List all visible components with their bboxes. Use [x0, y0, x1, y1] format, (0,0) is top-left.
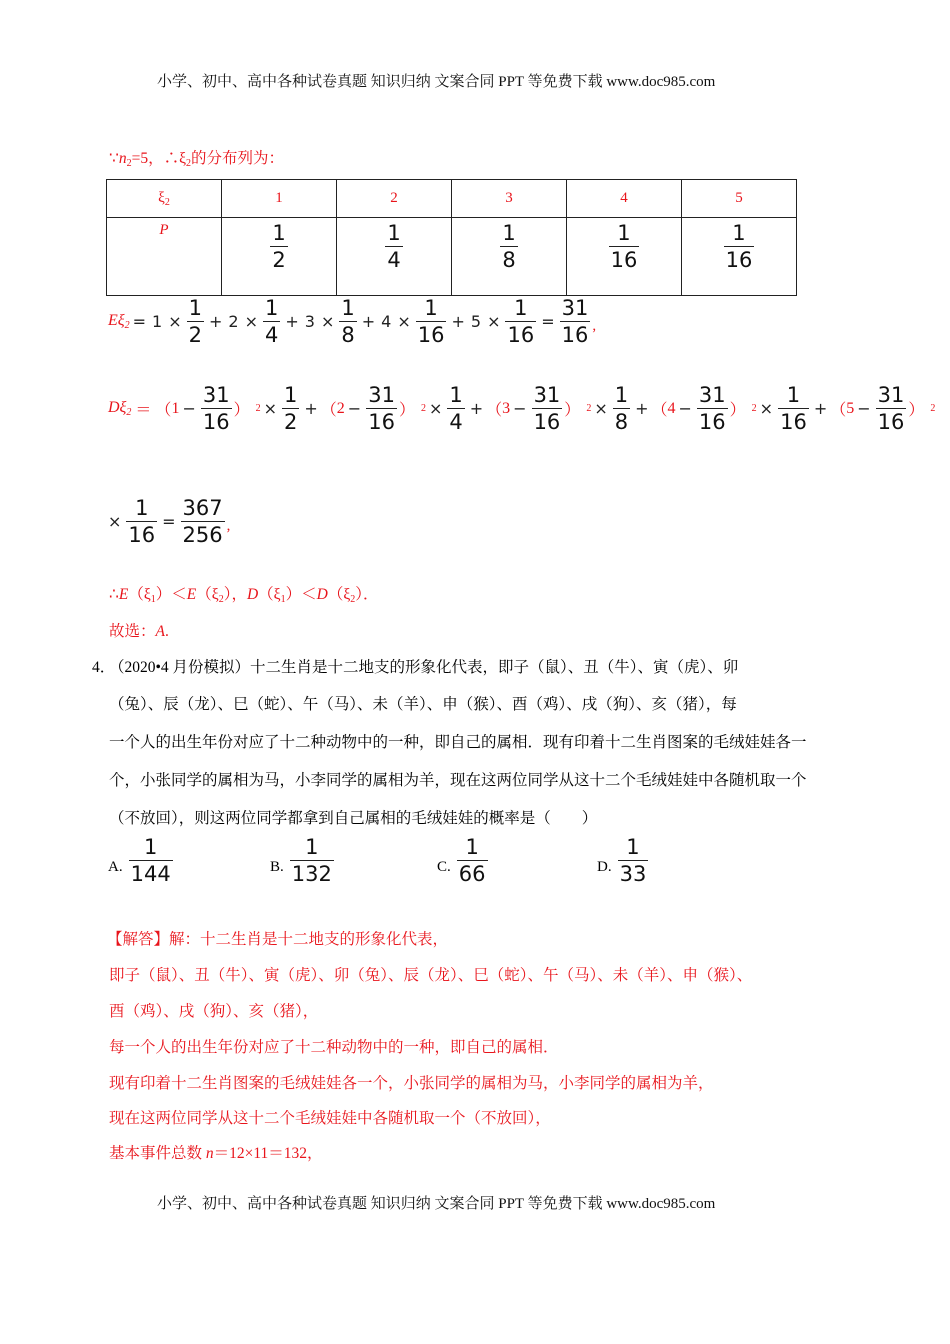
numerator: 1: [272, 221, 286, 245]
numerator: 1: [449, 383, 463, 407]
paren-xi: （ξ: [196, 586, 219, 603]
times-sign: ×: [168, 312, 182, 332]
numerator: 31: [533, 383, 561, 407]
fraction: [505, 297, 536, 346]
right-paren: ）: [398, 402, 415, 420]
choice-b[interactable]: [270, 836, 336, 885]
left-paren: （: [486, 402, 503, 420]
answer-suffix: .: [164, 623, 169, 640]
numerator: 1: [465, 835, 479, 859]
denominator: 2: [272, 248, 286, 273]
table-cell: [337, 218, 452, 296]
x-value: 4: [667, 399, 676, 417]
numerator: 1: [387, 221, 401, 245]
denominator: 16: [561, 323, 589, 348]
equals-sign: =: [132, 312, 147, 332]
because-symbol: ∵: [109, 150, 119, 167]
table-header-xi: [107, 180, 222, 218]
times-sign: ×: [397, 312, 411, 332]
xi-subscript: 2: [186, 158, 192, 169]
fraction: [500, 222, 517, 271]
solution-line-6: 现在这两位同学从这十二个毛绒娃娃中各随机取一个（不放回），: [109, 1110, 551, 1127]
sub-2: 2: [218, 594, 224, 605]
table-row-probabilities: [107, 218, 797, 296]
e-symbol: E: [118, 586, 129, 603]
numerator: 1: [424, 296, 438, 320]
solution-line-1: [107, 927, 448, 949]
choice-d[interactable]: [597, 836, 650, 885]
sub-1: 1: [150, 594, 156, 605]
question-line-2: （兔）、辰（龙）、巳（蛇）、午（马）、未（羊）、申（猴）、酉（鸡）、戌（狗）、亥（猪），每: [109, 696, 737, 713]
times-sign: ×: [487, 312, 501, 332]
denominator: 16: [725, 248, 753, 273]
numerator: 1: [305, 835, 319, 859]
denominator: 4: [387, 248, 401, 273]
denominator: 8: [614, 410, 629, 435]
expectation-label: [108, 312, 130, 331]
d-xi-sub: 2: [126, 407, 132, 419]
fraction: [416, 297, 447, 346]
plus-sign: +: [813, 399, 828, 419]
numerator: 1: [614, 383, 629, 407]
choice-label: D.: [597, 859, 612, 876]
left-paren: （: [830, 402, 847, 420]
denominator: 144: [130, 862, 171, 887]
x-value: 2: [336, 399, 345, 417]
n-variable: n: [118, 150, 127, 167]
solution-prefix: 基本事件总数: [109, 1145, 206, 1162]
numerator: 1: [502, 221, 516, 245]
denominator: 16: [610, 248, 638, 273]
n-variable: n: [205, 1145, 214, 1162]
fraction: [618, 836, 649, 885]
fraction: [263, 297, 280, 346]
left-paren: （: [320, 402, 337, 420]
choice-label: C.: [437, 859, 451, 876]
plus-sign: +: [361, 312, 376, 332]
answer-prefix: 故选：: [109, 623, 156, 640]
numerator: 1: [341, 296, 355, 320]
expectation-equation: [108, 297, 596, 346]
xi-label: ξ: [158, 189, 165, 206]
minus-sign: −: [182, 399, 196, 419]
choice-label: B.: [270, 859, 284, 876]
d-xi: Dξ: [108, 399, 127, 417]
denominator: 2: [188, 323, 202, 348]
comma: ,: [226, 518, 231, 535]
times-sign: ×: [759, 399, 774, 419]
times-sign: ×: [244, 312, 258, 332]
coef: 4: [381, 312, 392, 332]
intro-tail: 的分布列为：: [191, 150, 285, 167]
fraction: [613, 384, 630, 433]
question-number: 4．: [92, 659, 116, 676]
square-exponent: 2: [420, 403, 426, 415]
table-cell: [452, 218, 567, 296]
denominator: 4: [265, 323, 279, 348]
plus-sign: +: [209, 312, 223, 332]
coef: 1: [152, 312, 163, 332]
denominator: 33: [619, 862, 647, 887]
table-cell: 5: [682, 180, 797, 218]
left-paren: （: [155, 402, 172, 420]
square-exponent: 2: [255, 403, 261, 415]
variance-equation-continued: [108, 497, 230, 546]
right-paren: ）: [233, 402, 250, 420]
therefore-xi: ∴ξ: [163, 150, 187, 167]
fraction: [457, 836, 488, 885]
equals-sign: =: [162, 512, 176, 532]
right-paren: ）: [564, 402, 581, 420]
table-cell: 2: [337, 180, 452, 218]
fraction: [201, 384, 232, 433]
fraction: [282, 384, 299, 433]
right-paren: ）: [908, 402, 925, 420]
plus-sign: +: [304, 399, 318, 419]
variance-equation: [108, 384, 935, 433]
d-symbol: D: [246, 586, 259, 603]
denominator: 16: [507, 323, 535, 348]
table-cell: 4: [567, 180, 682, 218]
fraction: [126, 497, 157, 546]
fraction: [290, 836, 334, 885]
equals-sign: =: [541, 312, 555, 332]
fraction: [447, 384, 464, 433]
less-than: ＜: [171, 586, 187, 603]
numerator: 367: [182, 496, 223, 520]
times-sign: ×: [594, 399, 608, 419]
solution-line-4: 每一个人的出生年份对应了十二种动物中的一种，即自己的属相．: [109, 1039, 559, 1056]
table-cell: [682, 218, 797, 296]
answer-line: [109, 619, 169, 641]
denominator: 2: [284, 410, 298, 435]
table-cell: 3: [452, 180, 567, 218]
denominator: 16: [368, 410, 395, 435]
d-symbol: D: [316, 586, 328, 603]
x-value: 5: [846, 399, 855, 417]
table-header-p: P: [107, 218, 222, 296]
fraction: [187, 297, 204, 346]
plus-sign: +: [285, 312, 299, 332]
numerator: 1: [514, 296, 528, 320]
table-cell: [222, 218, 337, 296]
denominator: 16: [877, 410, 905, 435]
period: ．: [363, 586, 379, 603]
denominator: 4: [449, 410, 463, 435]
rparen: ）: [223, 586, 232, 603]
x-value: 1: [171, 399, 180, 417]
denominator: 16: [417, 323, 445, 348]
minus-sign: −: [857, 399, 871, 419]
variance-label: [108, 399, 131, 418]
page-footer: 小学、初中、高中各种试卷真题 知识归纳 文案合同 PPT 等免费下载 www.doc985.com: [157, 1196, 716, 1212]
rparen: ）: [155, 586, 172, 603]
times-sign: ×: [108, 512, 122, 532]
plus-sign: +: [469, 399, 484, 419]
therefore-symbol: ∴: [109, 586, 119, 603]
solution-calculation: ＝12×11＝132，: [213, 1145, 323, 1162]
question-line-4: 个，小张同学的属相为马，小李同学的属相为羊，现在这两位同学从这十二个毛绒娃娃中各随机取一个: [109, 772, 807, 789]
comma: ,: [592, 318, 597, 335]
table-cell: [567, 218, 682, 296]
choice-label: A.: [108, 859, 123, 876]
denominator: 132: [291, 862, 332, 887]
minus-sign: −: [678, 399, 692, 419]
plus-sign: +: [451, 312, 465, 332]
e-xi: Eξ: [108, 312, 125, 330]
less-than: ＜: [301, 586, 317, 603]
rparen: ）: [355, 586, 364, 603]
solution-tag: 【解答】: [107, 931, 170, 948]
xi-sub: 2: [164, 196, 170, 208]
fraction: [697, 384, 728, 433]
table-cell: 1: [222, 180, 337, 218]
minus-sign: −: [347, 399, 362, 419]
left-paren: （: [651, 402, 668, 420]
answer-choice: A: [155, 623, 165, 640]
e-xi-sub: 2: [124, 320, 130, 332]
denominator: 8: [341, 323, 355, 348]
question-line-3: 一个人的出生年份对应了十二种动物中的一种，即自己的属相．现有印着十二生肖图案的毛绒娃娃各一: [109, 734, 807, 751]
solution-text: 解：十二生肖是十二地支的形象化代表，: [169, 931, 449, 948]
question-line-5: （不放回），则这两位同学都拿到自己属相的毛绒娃娃的概率是（ ）: [109, 810, 598, 827]
coef: 5: [470, 312, 482, 332]
numerator: 1: [135, 496, 149, 520]
numerator: 31: [877, 383, 905, 407]
numerator: 31: [368, 383, 395, 407]
times-sign: ×: [428, 399, 443, 419]
square-exponent: 2: [751, 403, 757, 415]
result-fraction: [560, 297, 591, 346]
page-header: 小学、初中、高中各种试卷真题 知识归纳 文案合同 PPT 等免费下载 www.doc985.com: [157, 74, 716, 90]
result-fraction: [181, 497, 225, 546]
numerator: 1: [143, 835, 158, 859]
distribution-table: [106, 179, 797, 296]
denominator: 256: [182, 523, 223, 548]
numerator: 31: [561, 296, 589, 320]
denominator: 16: [202, 410, 230, 435]
plus-sign: +: [635, 399, 649, 419]
comma: ，: [231, 586, 247, 603]
square-exponent: 2: [930, 403, 936, 415]
sub-2: 2: [350, 594, 356, 605]
solution-line-2: 即子（鼠）、丑（牛）、寅（虎）、卯（兔）、辰（龙）、巳（蛇）、午（马）、未（羊）、申（猴）、: [109, 967, 753, 984]
numerator: 1: [617, 221, 631, 245]
x-value: 3: [502, 399, 511, 417]
conclusion-line: [109, 582, 379, 605]
numerator: 1: [786, 383, 801, 407]
numerator: 1: [626, 835, 640, 859]
fraction: [366, 384, 397, 433]
times-sign: ×: [320, 312, 335, 332]
choice-c[interactable]: [437, 836, 490, 885]
fraction: [724, 222, 755, 271]
denominator: 16: [533, 410, 561, 435]
paren-xi: （ξ: [128, 586, 151, 603]
question-line-1: （2020•4 月份模拟）十二生肖是十二地支的形象化代表，即子（鼠）、丑（牛）、寅（虎）、卯: [109, 659, 739, 676]
intro-line: [109, 146, 284, 169]
rparen: ）: [285, 586, 302, 603]
n-subscript: 2: [126, 158, 132, 169]
fraction: [876, 384, 907, 433]
fraction: [270, 222, 287, 271]
minus-sign: −: [513, 399, 527, 419]
fraction: [129, 836, 173, 885]
paren-xi: （ξ: [327, 586, 351, 603]
denominator: 16: [698, 410, 726, 435]
numerator: 1: [188, 296, 202, 320]
denominator: 16: [780, 410, 807, 435]
square-exponent: 2: [586, 403, 592, 415]
numerator: 1: [284, 383, 298, 407]
denominator: 16: [128, 523, 156, 548]
choice-a[interactable]: [108, 836, 175, 885]
paren-xi: （ξ: [258, 586, 281, 603]
fraction: [609, 222, 640, 271]
sub-1: 1: [280, 594, 286, 605]
right-paren: ）: [729, 402, 746, 420]
times-sign: ×: [263, 399, 277, 419]
table-row-values: [107, 180, 797, 218]
numerator: 1: [265, 296, 279, 320]
fraction: [339, 297, 356, 346]
numerator: 31: [698, 383, 726, 407]
numerator: 1: [732, 221, 746, 245]
numerator: 31: [202, 383, 230, 407]
n-value: =5，: [131, 150, 164, 167]
denominator: 8: [502, 248, 516, 273]
fraction: [532, 384, 563, 433]
fraction: [385, 222, 402, 271]
solution-line-5: 现有印着十二生肖图案的毛绒娃娃各一个，小张同学的属相为马，小李同学的属相为羊，: [109, 1075, 714, 1092]
solution-line-7: [109, 1141, 323, 1163]
equals-sign: ＝: [135, 402, 152, 420]
solution-line-3: 酉（鸡）、戌（狗）、亥（猪），: [109, 1003, 319, 1020]
denominator: 66: [458, 862, 486, 887]
fraction: [778, 384, 809, 433]
coef: 3: [304, 312, 315, 332]
e-symbol: E: [186, 586, 197, 603]
coef: 2: [228, 312, 239, 332]
